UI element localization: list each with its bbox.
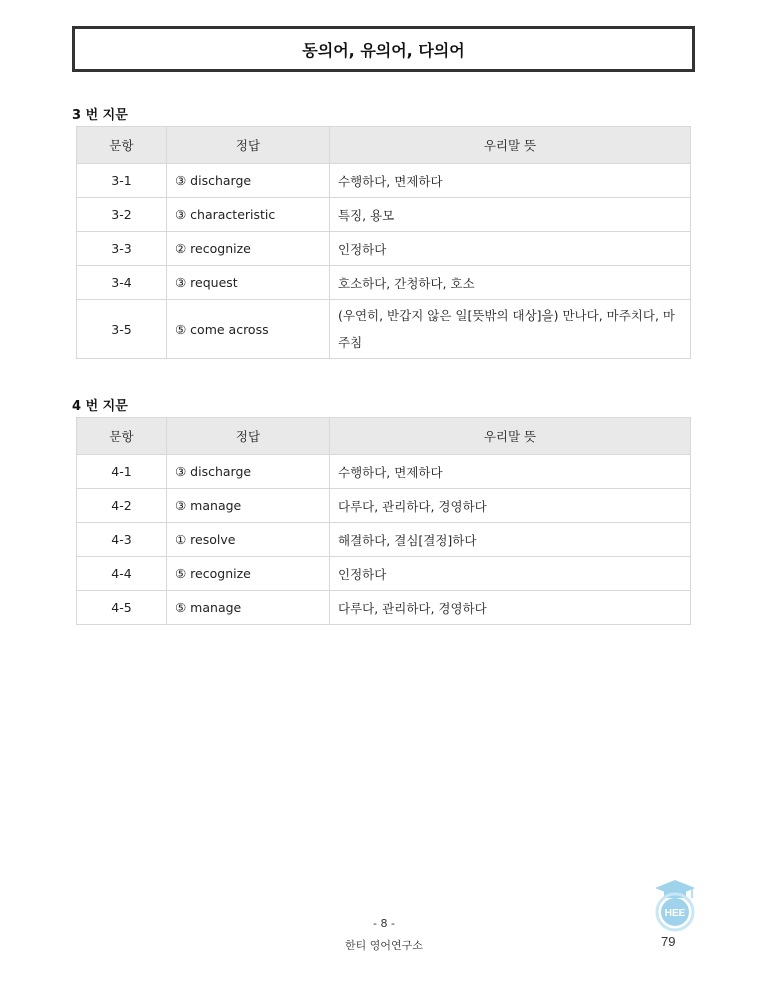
item-number: 3-2 [77,198,167,232]
answer-table-3 [76,126,691,359]
item-number: 4-5 [77,591,167,625]
table-row [77,591,691,625]
table-row [77,164,691,198]
answer-cell: ③ request [167,266,330,300]
table-row [77,489,691,523]
item-number: 3-3 [77,232,167,266]
organization-name: 한티 영어연구소 [345,939,423,952]
answer-cell: ③ discharge [167,455,330,489]
meaning-cell: 수행하다, 면제하다 [330,455,691,489]
header-item: 문항 [77,418,167,455]
table-row [77,557,691,591]
answer-cell: ③ manage [167,489,330,523]
item-number: 3-4 [77,266,167,300]
answer-cell: ⑤ recognize [167,557,330,591]
page-number: 79 [661,934,676,949]
header-meaning: 우리말 뜻 [330,127,691,164]
header-answer: 정답 [167,127,330,164]
table-row [77,232,691,266]
item-number: 4-4 [77,557,167,591]
item-number: 4-2 [77,489,167,523]
header-item: 문항 [77,127,167,164]
answer-cell: ⑤ come across [167,300,330,359]
answer-cell: ⑤ manage [167,591,330,625]
table-row [77,198,691,232]
logo-text: HEE [664,908,686,919]
meaning-cell: 다루다, 관리하다, 경영하다 [330,591,691,625]
meaning-cell: 해결하다, 결심[결정]하다 [330,523,691,557]
meaning-cell: (우연히, 반갑지 않은 일[뜻밖의 대상]을) 만나다, 마주치다, 마주침 [330,300,691,359]
answer-cell: ① resolve [167,523,330,557]
header-answer: 정답 [167,418,330,455]
section-heading-3: 3 번 지문 [72,108,128,123]
table-row [77,455,691,489]
answer-cell: ③ discharge [167,164,330,198]
table-header-row [77,418,691,455]
answer-table-4 [76,417,691,625]
section-heading-4: 4 번 지문 [72,399,128,414]
header-meaning: 우리말 뜻 [330,418,691,455]
answer-cell: ③ characteristic [167,198,330,232]
meaning-cell: 다루다, 관리하다, 경영하다 [330,489,691,523]
hee-logo [650,878,700,934]
answer-cell: ② recognize [167,232,330,266]
item-number: 3-5 [77,300,167,359]
table-row [77,523,691,557]
table-row [77,300,691,359]
meaning-cell: 인정하다 [330,557,691,591]
table-row [77,266,691,300]
page-title: 동의어, 유의어, 다의어 [72,26,695,72]
table-header-row [77,127,691,164]
item-number: 4-3 [77,523,167,557]
item-number: 4-1 [77,455,167,489]
meaning-cell: 인정하다 [330,232,691,266]
page-marker: - 8 - [373,917,395,930]
meaning-cell: 특징, 용모 [330,198,691,232]
meaning-cell: 호소하다, 간청하다, 호소 [330,266,691,300]
item-number: 3-1 [77,164,167,198]
meaning-cell: 수행하다, 면제하다 [330,164,691,198]
